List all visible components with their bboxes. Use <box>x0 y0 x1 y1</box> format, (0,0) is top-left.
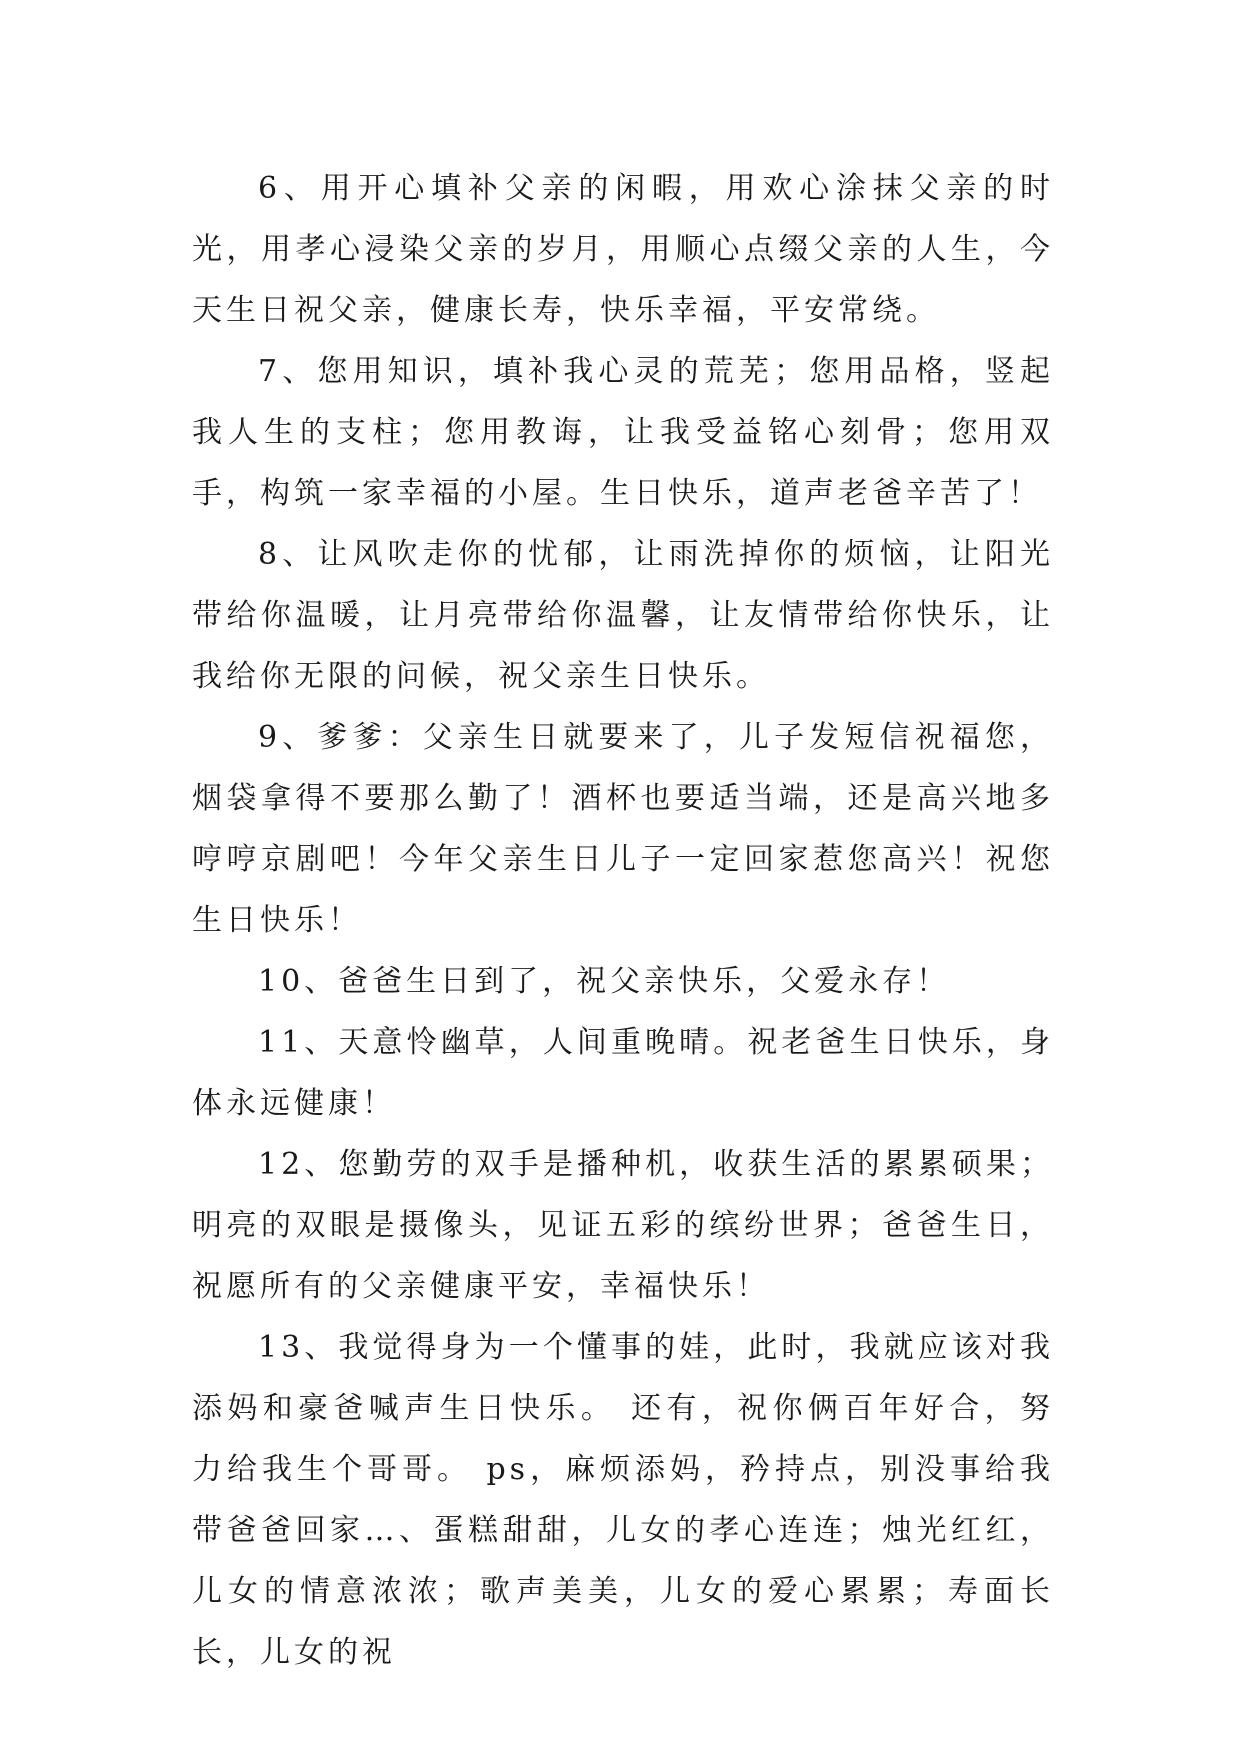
paragraph-6: 6、用开心填补父亲的闲暇，用欢心涂抹父亲的时光，用孝心浸染父亲的岁月，用顺心点缀父亲的人生，今天生日祝父亲，健康长寿，快乐幸福，平安常绕。 <box>192 171 1054 328</box>
paragraph-8: 8、让风吹走你的忧郁，让雨洗掉你的烦恼，让阳光带给你温暖，让月亮带给你温馨，让友情带给你快乐，让我给你无限的问候，祝父亲生日快乐。 <box>192 537 1054 694</box>
paragraph-9: 9、爹爹：父亲生日就要来了，儿子发短信祝福您，烟袋拿得不要那么勤了！酒杯也要适当端，还是高兴地多哼哼京剧吧！今年父亲生日儿子一定回家惹您高兴！祝您生日快乐！ <box>192 720 1054 938</box>
paragraph-7: 7、您用知识，填补我心灵的荒芜；您用品格，竖起我人生的支柱；您用教诲，让我受益铭心刻骨；您用双手，构筑一家幸福的小屋。生日快乐，道声老爸辛苦了！ <box>192 354 1054 511</box>
paragraph-13: 13、我觉得身为一个懂事的娃，此时，我就应该对我添妈和豪爸喊声生日快乐。 还有，祝你俩百年好合，努力给我生个哥哥。 ps，麻烦添妈，矜持点，别没事给我带爸爸回家…、蛋糕甜甜，儿女的孝心连连；烛光红红，儿女的情意浓浓；歌声美美，儿女的爱心累累；寿面长长，儿女的祝 <box>192 1330 1054 1670</box>
paragraph-12: 12、您勤劳的双手是播种机，收获生活的累累硕果；明亮的双眼是摄像头，见证五彩的缤纷世界；爸爸生日，祝愿所有的父亲健康平安，幸福快乐！ <box>192 1147 1054 1304</box>
document-body <box>192 158 1054 1683</box>
paragraph-10: 10、爸爸生日到了，祝父亲快乐，父爱永存！ <box>258 964 951 999</box>
paragraph-11: 11、天意怜幽草，人间重晚晴。祝老爸生日快乐，身体永远健康！ <box>192 1025 1054 1121</box>
